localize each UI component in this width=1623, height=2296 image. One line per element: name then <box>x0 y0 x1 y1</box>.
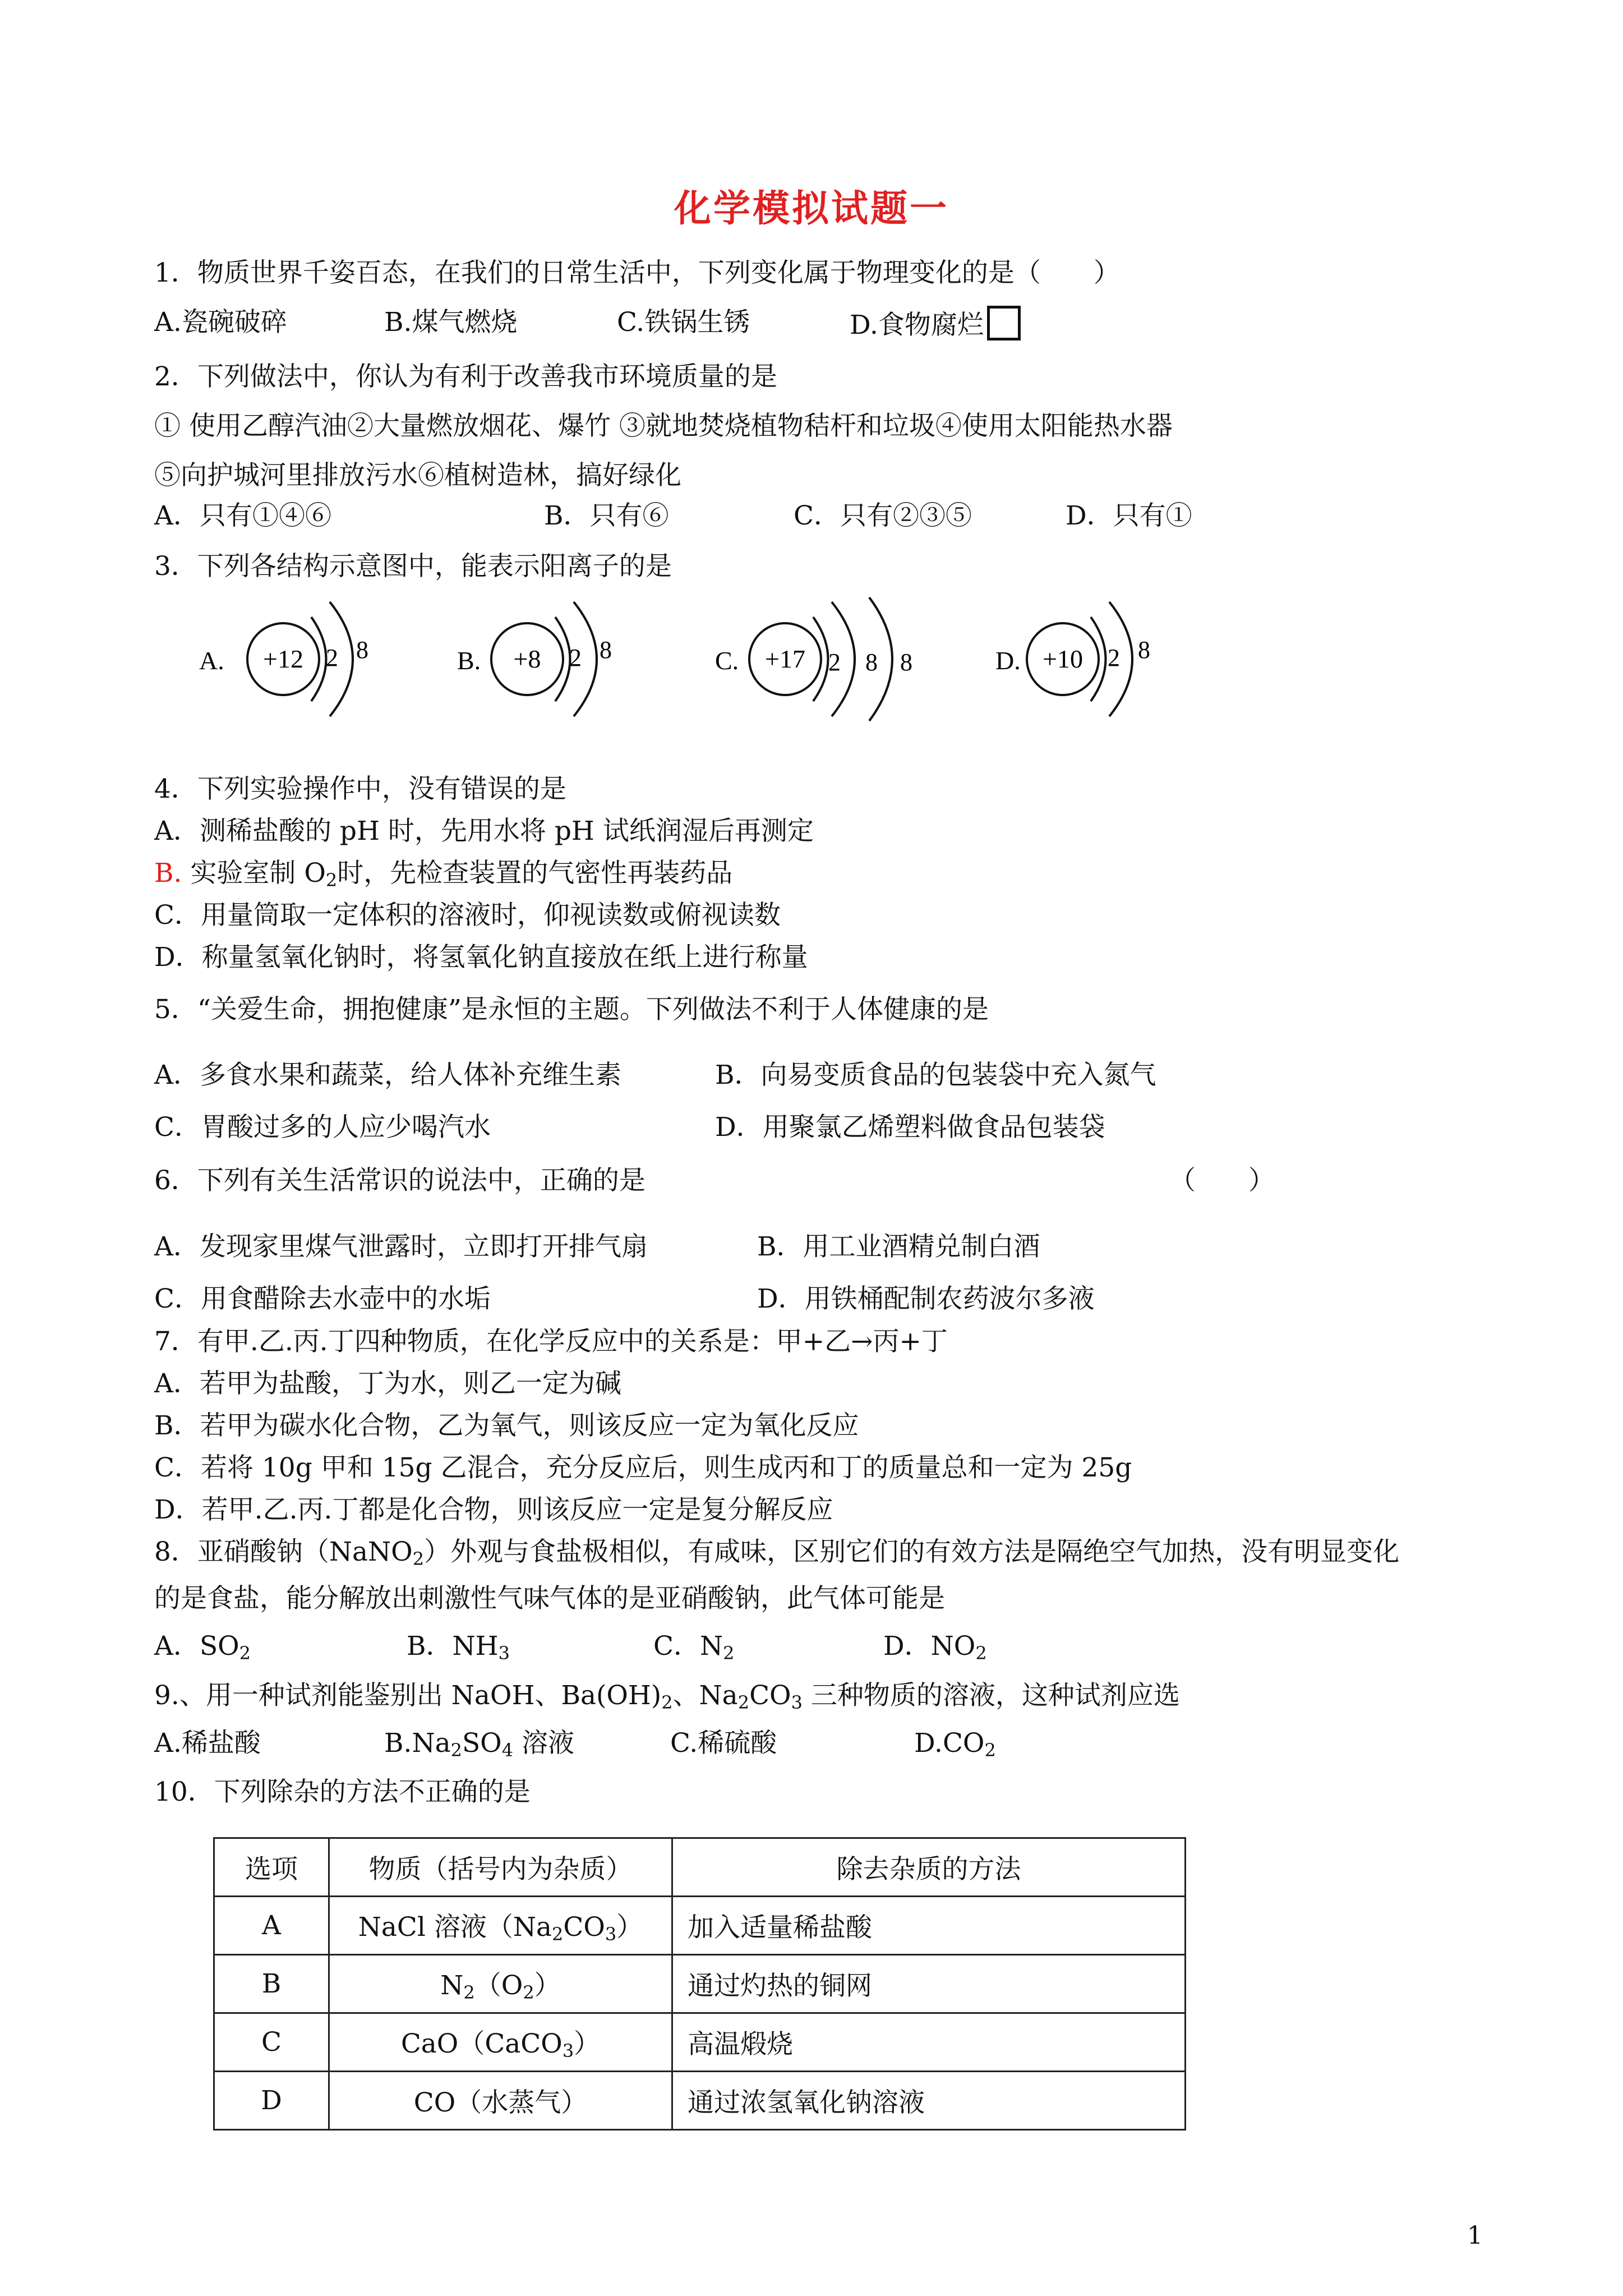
substance-sub: 2 <box>552 1924 564 1945</box>
ion-d-nucleus-charge: +10 <box>1043 645 1083 673</box>
substance-text: CaO（CaCO <box>400 2028 562 2059</box>
table-cell-method: 通过浓氢氧化钠溶液 <box>672 2072 1186 2130</box>
ion-diagram-d <box>987 586 1200 743</box>
ion-c-shell-3-count: 8 <box>900 648 912 676</box>
q8-option-c-sub: 2 <box>723 1642 735 1664</box>
q2-items-line2: ⑤向护城河里排放污水⑥植树造林，搞好绿化 <box>154 460 681 491</box>
ion-b-label: B. <box>457 646 481 675</box>
table-header-row <box>214 1838 1186 1897</box>
substance-text: CO <box>563 1912 605 1943</box>
table-cell-substance: CO（水蒸气） <box>329 2072 672 2130</box>
table-header-method: 除去杂质的方法 <box>672 1838 1186 1897</box>
q8-option-d-text: D．NO <box>883 1631 976 1662</box>
q8-option-b-text: B．NH <box>407 1631 499 1662</box>
ion-diagram-c <box>707 586 942 743</box>
q4-option-b-text2: 时，先检查装置的气密性再装药品 <box>337 858 733 889</box>
q8-option-a-text: A．SO <box>154 1631 239 1662</box>
q2-option-b: B．只有⑥ <box>544 500 669 531</box>
ion-a-label: A. <box>199 646 224 675</box>
substance-text: ） <box>574 2028 601 2059</box>
table-row <box>214 2072 1186 2130</box>
ion-c-shell-1-count: 2 <box>828 648 841 676</box>
q2-items-line1: ① 使用乙醇汽油②大量燃放烟花、爆竹 ③就地焚烧植物秸杆和垃圾④使用太阳能热水器 <box>154 411 1173 441</box>
q7-option-a: A．若甲为盐酸，丁为水，则乙一定为碱 <box>154 1368 621 1399</box>
q8-option-c <box>653 1630 734 1670</box>
substance-text: NaCl 溶液（Na <box>358 1912 552 1943</box>
q8-stem <box>154 1535 1399 1576</box>
impurity-table <box>213 1837 1186 2131</box>
table-cell-substance <box>329 1955 672 2013</box>
ion-a-shell-2-count: 8 <box>356 636 368 664</box>
q4-option-b-text: 实验室制 O <box>182 858 326 889</box>
q1-option-d-text: D.食物腐烂 <box>850 310 984 341</box>
table-cell-substance <box>329 2013 672 2072</box>
q9-option-d-text: D.CO <box>914 1728 985 1759</box>
q8-option-a <box>154 1630 251 1670</box>
q4-option-d: D．称量氢氧化钠时，将氢氧化钠直接放在纸上进行称量 <box>154 942 808 973</box>
ion-a-shell-1-count: 2 <box>326 644 338 671</box>
substance-sub: 2 <box>523 1982 534 2003</box>
table-header-substance: 物质（括号内为杂质） <box>329 1838 672 1897</box>
ion-d-shell-1-count: 2 <box>1108 644 1120 671</box>
q4-option-b-letter: B. <box>154 858 182 889</box>
q4-option-a: A．测稀盐酸的 pH 时，先用水将 pH 试纸润湿后再测定 <box>154 816 814 846</box>
q8-option-b-sub: 3 <box>498 1642 510 1664</box>
q9-option-b-post: 溶液 <box>513 1728 575 1759</box>
table-cell-option: A <box>214 1897 329 1955</box>
q5-stem: 5．“关爱生命，拥抱健康”是永恒的主题。下列做法不利于人体健康的是 <box>154 994 989 1025</box>
q8-option-b <box>407 1630 510 1670</box>
q4-option-b <box>154 857 732 897</box>
ion-d-shell-2-count: 8 <box>1138 636 1150 664</box>
q9-option-b-text: B.Na <box>384 1728 451 1759</box>
q8-option-d-sub: 2 <box>975 1642 987 1664</box>
q2-option-a: A．只有①④⑥ <box>154 500 331 531</box>
q9-option-b-mid: SO <box>462 1728 502 1759</box>
q8-option-a-sub: 2 <box>239 1642 251 1664</box>
q9-option-d <box>914 1727 996 1767</box>
table-cell-method: 高温煅烧 <box>672 2013 1186 2072</box>
q9-stem-sub2: 2 <box>737 1692 750 1713</box>
q9-option-b-sub1: 2 <box>450 1740 462 1761</box>
q7-option-c: C．若将 10g 甲和 15g 乙混合，充分反应后，则生成丙和丁的质量总和一定为 25g <box>154 1452 1132 1483</box>
q10-stem: 10．下列除杂的方法不正确的是 <box>154 1777 531 1807</box>
q1-stem: 1．物质世界千姿百态，在我们的日常生活中，下列变化属于物理变化的是（ ） <box>154 257 1120 288</box>
q9-option-d-sub: 2 <box>984 1740 996 1761</box>
q1-option-c: C.铁锅生锈 <box>617 307 750 338</box>
q9-stem-text-d: 三种物质的溶液，这种试剂应选 <box>802 1680 1180 1711</box>
q9-option-b <box>384 1727 574 1767</box>
q2-option-d: D．只有① <box>1066 500 1192 531</box>
q4-option-c: C．用量筒取一定体积的溶液时，仰视读数或俯视读数 <box>154 900 781 931</box>
ion-b-shell-1-count: 2 <box>569 644 582 671</box>
q9-stem-sub1: 2 <box>661 1692 673 1713</box>
q7-stem: 7．有甲.乙.丙.丁四种物质，在化学反应中的关系是：甲+乙→丙+丁 <box>154 1326 948 1357</box>
page-number: 1 <box>1467 2221 1483 2250</box>
ion-a-nucleus-charge: +12 <box>263 645 303 673</box>
q5-option-d: D．用聚氯乙烯塑料做食品包装袋 <box>715 1112 1105 1143</box>
table-cell-method: 通过灼热的铜网 <box>672 1955 1186 2013</box>
substance-sub: 3 <box>605 1924 617 1945</box>
answer-box <box>987 306 1021 341</box>
q6-option-b: B．用工业酒精兑制白酒 <box>757 1231 1040 1262</box>
table-cell-option: D <box>214 2072 329 2130</box>
q9-stem-sub3: 3 <box>791 1692 803 1713</box>
q9-stem <box>154 1679 1180 1719</box>
ion-b-nucleus-charge: +8 <box>513 645 541 673</box>
q7-option-d: D．若甲.乙.丙.丁都是化合物，则该反应一定是复分解反应 <box>154 1494 833 1525</box>
table-cell-option: B <box>214 1955 329 2013</box>
ion-b-shell-2-count: 8 <box>600 636 612 664</box>
ion-diagram-a <box>191 586 404 743</box>
ion-diagram-b <box>449 586 662 743</box>
ion-c-shell-2-count: 8 <box>865 648 878 676</box>
q8-option-d <box>883 1630 987 1670</box>
table-row <box>214 2013 1186 2072</box>
ion-c-label: C. <box>715 646 739 675</box>
table-row <box>214 1897 1186 1955</box>
q8-stem-text: 8．亚硝酸钠（NaNO <box>154 1536 413 1567</box>
q8-stem-text2: ）外观与食盐极相似，有咸味，区别它们的有效方法是隔绝空气加热，没有明显变化 <box>424 1536 1400 1567</box>
q6-option-d: D．用铁桶配制农药波尔多液 <box>757 1283 1095 1314</box>
q9-option-c: C.稀硫酸 <box>670 1728 777 1759</box>
q6-option-a: A．发现家里煤气泄露时，立即打开排气扇 <box>154 1231 648 1262</box>
ion-d-label: D. <box>995 646 1021 675</box>
q8-option-c-text: C．N <box>653 1631 723 1662</box>
q9-stem-text-c: CO <box>749 1680 791 1711</box>
substance-sub: 3 <box>562 2040 574 2062</box>
table-header-option: 选项 <box>214 1838 329 1897</box>
substance-text: （O <box>474 1970 523 2001</box>
q1-option-b: B.煤气燃烧 <box>384 307 518 338</box>
table-cell-option: C <box>214 2013 329 2072</box>
substance-text: ） <box>534 1970 561 2001</box>
q9-option-b-sub2: 4 <box>501 1740 514 1761</box>
q8-stem-line2: 的是食盐，能分解放出刺激性气味气体的是亚硝酸钠，此气体可能是 <box>154 1583 945 1614</box>
q2-stem: 2．下列做法中，你认为有利于改善我市环境质量的是 <box>154 361 777 392</box>
table-row <box>214 1955 1186 2013</box>
q2-option-c: C．只有②③⑤ <box>794 500 972 531</box>
q1-option-d <box>850 306 1021 342</box>
q6-option-c: C．用食醋除去水壶中的水垢 <box>154 1283 491 1314</box>
q6-bracket: （ ） <box>1169 1165 1275 1196</box>
q1-option-a: A.瓷碗破碎 <box>154 307 287 338</box>
q3-stem: 3．下列各结构示意图中，能表示阳离子的是 <box>154 551 672 582</box>
q9-stem-text-b: 、Na <box>672 1680 738 1711</box>
table-cell-method: 加入适量稀盐酸 <box>672 1897 1186 1955</box>
q7-option-b: B．若甲为碳水化合物，乙为氧气，则该反应一定为氧化反应 <box>154 1410 859 1441</box>
q8-stem-sub: 2 <box>412 1548 425 1570</box>
q6-stem: 6．下列有关生活常识的说法中，正确的是 <box>154 1165 645 1196</box>
substance-text: ） <box>616 1912 643 1943</box>
q5-option-a: A．多食水果和蔬菜，给人体补充维生素 <box>154 1060 621 1091</box>
q9-stem-text-a: 9.、用一种试剂能鉴别出 NaOH、Ba(OH) <box>154 1680 662 1711</box>
substance-text: N <box>440 1970 464 2001</box>
q9-option-a: A.稀盐酸 <box>154 1728 261 1759</box>
q4-stem: 4．下列实验操作中，没有错误的是 <box>154 774 566 804</box>
q5-option-b: B．向易变质食品的包装袋中充入氮气 <box>715 1060 1156 1091</box>
page-title: 化学模拟试题一 <box>674 186 949 230</box>
substance-sub: 2 <box>463 1982 475 2003</box>
table-cell-substance <box>329 1897 672 1955</box>
q5-option-c: C．胃酸过多的人应少喝汽水 <box>154 1112 491 1143</box>
ion-c-nucleus-charge: +17 <box>765 645 805 673</box>
q4-option-b-sub: 2 <box>325 869 338 891</box>
